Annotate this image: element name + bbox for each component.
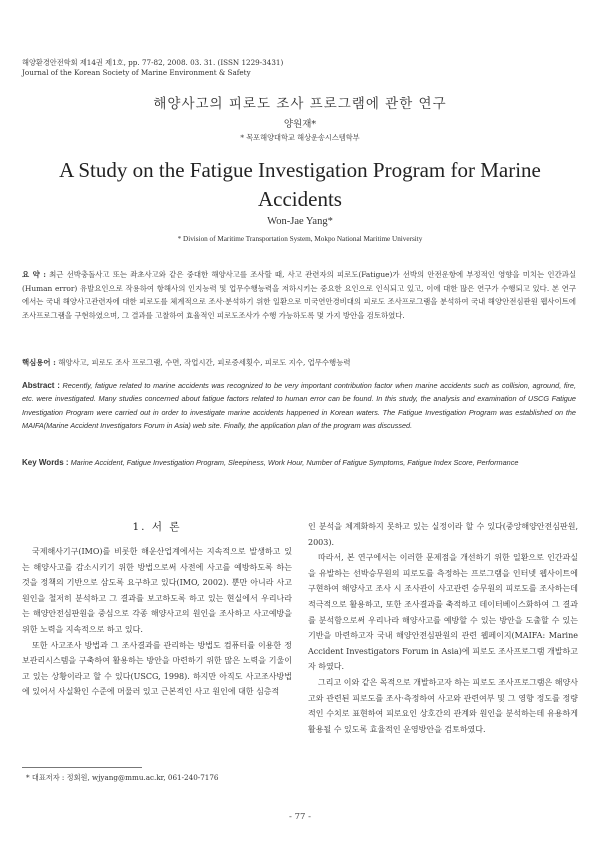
- korean-abstract: [22, 268, 576, 322]
- english-title: A Study on the Fatigue Investigation Program for Marine Accidents: [59, 158, 541, 211]
- english-abstract: [22, 379, 576, 433]
- left-paragraph-2: 또한 사고조사 방법과 그 조사결과를 관리하는 방법도 컴퓨터를 이용한 정보관리시스템을 구축하여 활용하는 방안을 마련하기 위한 많은 노력을 기울이고 있는 상황이라고 할 수 있다(USCG, 1998). 하지만 아직도 사고조사방법에 있어서 사실확인 수준에 머물러 있고 근본적인 사고 원인에 대한 심층적: [22, 640, 292, 697]
- footnote-rule: [22, 767, 142, 768]
- english-keywords-label: Key Words :: [22, 458, 69, 467]
- english-keywords: [22, 456, 576, 469]
- korean-affiliation: * 목포해양대학교 해상운송시스템학부: [240, 133, 360, 142]
- english-author: Won-Jae Yang*: [267, 216, 333, 227]
- journal-citation: 해양환경안전학회 제14권 제1호, pp. 77-82, 2008. 03. 31. (ISSN 1229-3431): [22, 58, 284, 67]
- left-column: [22, 544, 292, 700]
- korean-keywords-label: 핵심용어 :: [22, 358, 56, 367]
- page-number: - 77 -: [289, 812, 311, 822]
- korean-author: 양원재*: [283, 119, 317, 130]
- korean-title: 해양사고의 피로도 조사 프로그램에 관한 연구: [153, 96, 447, 112]
- right-paragraph-3: 그리고 이와 같은 목적으로 개발하고자 하는 피로도 조사프로그램은 해양사고와 관련된 피로도를 조사·측정하여 사고와 관련여부 및 그 영향 정도를 정량적인 수치로 표현하여 피로요인 상호간의 관계와 원인을 분석하는데 유용하게 활용될 수 있도록 효율적인 운영방안을 검토하였다.: [308, 677, 578, 734]
- footnote: * 대표저자 : 정회원, wjyang@mmu.ac.kr, 061-240-7176: [26, 773, 219, 782]
- korean-keywords: [22, 356, 576, 370]
- journal-name: Journal of the Korean Society of Marine Environment & Safety: [22, 68, 251, 77]
- right-column: [308, 519, 578, 737]
- left-paragraph-1: 국제해사기구(IMO)를 비롯한 해운산업계에서는 지속적으로 발생하고 있는 해양사고를 감소시키기 위한 방법으로써 사전에 사고를 예방하도록 하는 것을 정책의 기반으로 삼도록 요구하고 있다(IMO, 2002). 뿐만 아니라 사고원인을 철저히 분석하고 그 결과를 보고하도록 하고 있는 현실에서 우리나라는 해양안전심판원을 중심으로 각종 해양사고의 원인을 조사하고 사고예방을 위한 노력을 지속적으로 하고 있다.: [22, 547, 292, 634]
- english-abstract-label: Abstract :: [22, 381, 60, 390]
- section-title: 1. 서 론: [132, 521, 182, 533]
- right-paragraph-2: 따라서, 본 연구에서는 이러한 문제점을 개선하기 위한 일환으로 인간과실을 유발하는 선박승무원의 피로도를 측정하는 프로그램을 인터넷 웹사이트에 구현하여 해양사고 조사 시 조사관이 사고관련 승무원의 피로도를 조사하는데 적극적으로 활용하고, 또한 조사결과를 축적하고 데이터베이스화하여 그 결과를 분석함으로써 우리나라 해양사고를 예방할 수 있는 방안을 도출할 수 있는 기반을 마련하고자 국내 해양안전심판원의 관련 웹페이지(MAIFA: Marine Accident Investigators Forum in Asia)에 피로도 조사프로그램 개발하고자 하였다.: [308, 553, 578, 672]
- english-keywords-text: Marine Accident, Fatigue Investigation Program, Sleepiness, Work Hour, Number of Fatigue Symptoms, Fatigue Index Score, Performance: [70, 458, 519, 467]
- right-paragraph-1: 인 분석을 체계화하지 못하고 있는 실정이라 할 수 있다(중앙해양안전심판원, 2003).: [308, 522, 578, 547]
- english-abstract-text: Recently, fatigue related to marine accidents was recognized to be very important contribution factor when marine accidents such as collision, aground, fire, etc. were investigated. Many studies concerned about fatigue factors related to human error can be found. In this study, the analysis and examination of USCG Fatigue Investigation Program were carried out in order to investigate marine accidents happened in Korean waters. The Fatigue Investigation Program was established on the MAIFA(Marine Accident Investigators Forum in Asia) web site. Finally, the application plan of the program was discussed.: [22, 381, 577, 431]
- english-affiliation: * Division of Maritime Transportation System, Mokpo National Maritime University: [177, 235, 423, 243]
- korean-abstract-label: 요 약 :: [22, 270, 46, 279]
- korean-abstract-text: 최근 선박충돌사고 또는 좌초사고와 같은 중대한 해양사고를 조사할 때, 사고 관련자의 피로도(Fatigue)가 선박의 안전운항에 부정적인 영향을 미치는 인간과실(Human error) 유발요인으로 작용하여 항해사의 인지능력 및 업무수행능력을 저하시키는 중요한 요인으로 인식되고 있고, 이에 대한 많은 연구가 수행되고 있다. 본 연구에서는 국내 해양사고관련자에 대한 피로도를 체계적으로 조사·분석하기 위한 일환으로 미국연안경비대의 피로도 조사프로그램을 분석하여 국내 해양안전심판원 웹사이트에 조사프로그램을 구현하였으며, 그 결과를 고찰하여 효율적인 피로도조사가 수행 가능하도록 몇 가지 방안을 검토하였다.: [22, 270, 576, 320]
- korean-keywords-text: 해양사고, 피로도 조사 프로그램, 수면, 작업시간, 피로증세횟수, 피로도 지수, 업무수행능력: [58, 358, 351, 367]
